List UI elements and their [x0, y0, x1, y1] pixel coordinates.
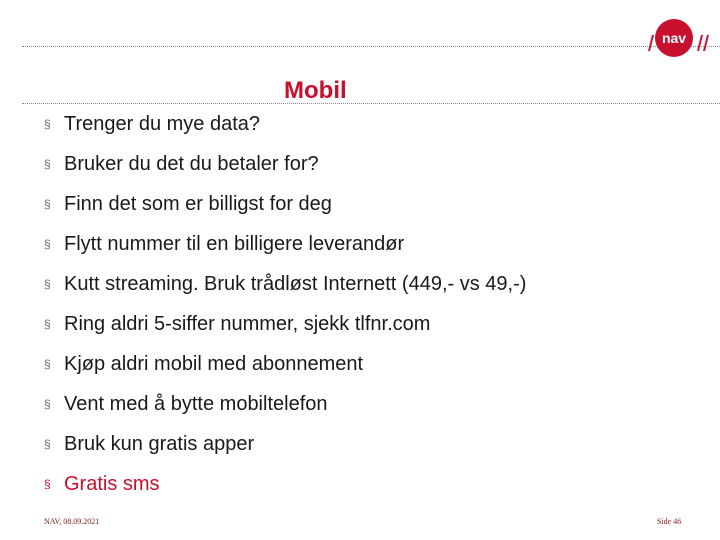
bullet-text: Kutt streaming. Bruk trådløst Internett (449,- vs 49,-)	[64, 273, 527, 295]
bullet-item	[44, 232, 526, 272]
bullet-text: Bruker du det du betaler for?	[64, 153, 319, 175]
bullet-item	[44, 432, 526, 472]
bullet-item	[44, 392, 526, 432]
bullet-list	[44, 112, 526, 512]
bullet-text: Gratis sms	[64, 473, 160, 495]
bullet-text: Vent med å bytte mobiltelefon	[64, 393, 328, 415]
bullet-marker-icon: §	[44, 397, 51, 411]
bullet-marker-icon: §	[44, 317, 51, 331]
bullet-text: Finn det som er billigst for deg	[64, 193, 332, 215]
bullet-text: Bruk kun gratis apper	[64, 433, 255, 455]
bullet-text: Flytt nummer til en billigere leverandør	[64, 233, 405, 255]
bullet-text: Trenger du mye data?	[64, 113, 261, 135]
bullet-text: Ring aldri 5-siffer nummer, sjekk tlfnr.com	[64, 313, 431, 335]
bullet-marker-icon: §	[44, 277, 51, 291]
nav-logo	[644, 18, 710, 58]
bullet-item	[44, 152, 526, 192]
bullet-item	[44, 192, 526, 232]
bullet-marker-icon: §	[44, 357, 51, 371]
bullet-marker-icon: §	[44, 117, 51, 131]
bullet-marker-icon: §	[44, 437, 51, 451]
bullet-item	[44, 112, 526, 152]
footer-date: NAV, 08.09.2021	[44, 517, 100, 526]
slide-title: Mobil	[284, 77, 347, 104]
bullet-text: Kjøp aldri mobil med abonnement	[64, 353, 364, 375]
footer-page-number: Side 46	[657, 517, 682, 526]
bullet-item	[44, 272, 526, 312]
bullet-item	[44, 312, 526, 352]
bullet-marker-icon: §	[44, 157, 51, 171]
bullet-item	[44, 352, 526, 392]
logo-text: nav	[661, 30, 687, 46]
bullet-marker-icon: §	[44, 197, 51, 211]
bullet-marker-icon: §	[44, 237, 51, 251]
header-divider	[22, 46, 720, 47]
bullet-marker-icon: §	[44, 477, 51, 491]
title-divider	[22, 103, 720, 104]
bullet-item	[44, 472, 526, 512]
